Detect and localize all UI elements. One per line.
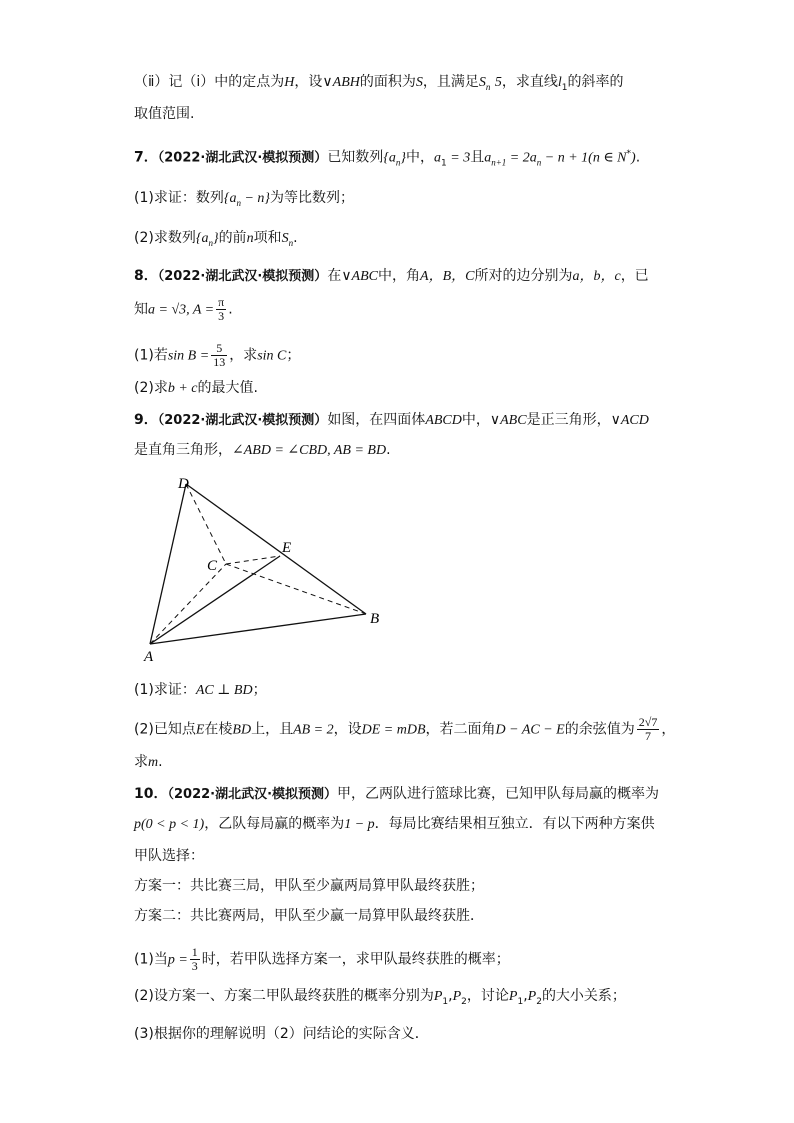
q8-text: ，求 — [229, 347, 258, 364]
q7-seq-close: } — [400, 150, 407, 166]
q8-frac-num: 5 — [211, 342, 227, 356]
q8-text: ； — [286, 347, 301, 364]
q7-n: n — [246, 231, 254, 246]
edge-AB — [150, 614, 366, 644]
q10-text: (2)设方案一、方案二甲队最终获胜的概率分别为 — [134, 988, 434, 1004]
q9-part1 — [134, 680, 267, 701]
edge-DC — [186, 484, 226, 564]
q9-part2-cont — [134, 752, 163, 773]
q10-text: 甲，乙两队进行篮球比赛，已知甲队每局赢的概率为 — [337, 786, 660, 802]
q10-source: （2022·湖北武汉·模拟预测） — [167, 787, 338, 802]
q8-text: 的最大值. — [197, 380, 258, 396]
q10-text: ．每局比赛结果相互独立．有以下两种方案供 — [374, 816, 655, 832]
q8-part2 — [134, 378, 258, 399]
q10-p-range: p(0 < p < 1) — [134, 817, 205, 832]
q7-part2 — [134, 228, 298, 253]
q8-sinB: sin B = — [167, 348, 210, 364]
q9-BD: BD — [232, 722, 252, 738]
q7-text: . — [635, 149, 641, 166]
q10-part1 — [134, 946, 510, 973]
q9-text: 是直角三角形， — [134, 442, 232, 458]
q9-triangle-abc: ∨ABC — [489, 413, 527, 428]
tetrahedron-figure — [134, 470, 394, 665]
q8-pi-over-3 — [216, 296, 226, 323]
q7-a1-sub: 1 — [441, 158, 447, 169]
q9-AB: AB = 2 — [293, 722, 334, 738]
q6-part2-line2 — [134, 104, 194, 124]
q10-text: ，讨论 — [466, 988, 509, 1004]
q10-text: (3)根据你的理解说明（2）问结论的实际含义． — [134, 1026, 429, 1042]
q6-text: ，求直线 — [501, 74, 558, 90]
q9-text: 在棱 — [204, 721, 233, 738]
q9-cos-value — [637, 716, 660, 743]
q8-text: (2)求 — [134, 380, 168, 396]
q9-ac-perp-bd: AC ⊥ BD — [195, 683, 253, 698]
q10-stem — [134, 784, 659, 805]
q8-part1 — [134, 342, 300, 369]
q9-text: . — [386, 442, 391, 458]
q10-frac-1-3 — [190, 946, 200, 973]
q7-cond: (n ∈ N — [588, 150, 627, 166]
q7-seq: {a — [383, 150, 396, 166]
q10-P: P — [452, 989, 462, 1004]
q7-S-sub: n — [288, 237, 294, 248]
q9-text: (2)已知点 — [134, 721, 196, 738]
q7-number: 7． — [134, 149, 158, 166]
q9-dihedral: D − AC − E — [495, 722, 565, 738]
q8-text: ，已 — [620, 268, 649, 284]
q6-text: 的面积为 — [359, 74, 416, 90]
q10-text: 的大小关系； — [541, 988, 626, 1004]
q10-text: 方案一：共比赛三局，甲队至少赢两局算甲队最终获胜； — [134, 878, 484, 894]
q8-frac-5-13 — [211, 342, 227, 369]
q6-text: 的斜率的 — [567, 74, 624, 90]
q8-text: (1)若 — [134, 347, 168, 364]
q7-S: S — [281, 231, 289, 246]
q7-cond-close: ) — [631, 150, 636, 166]
q8-text: . — [228, 301, 233, 318]
q8-given: a = √3, A = — [148, 302, 215, 318]
q7-p2-seq-close: } — [212, 231, 219, 246]
q7-text: . — [293, 230, 298, 246]
q10-P1-sub: 1 — [442, 996, 449, 1007]
q7-rec-rhs: = 2a — [506, 150, 537, 166]
q8-text: 中，角 — [378, 268, 421, 284]
q7-rec-tail: − n + 1 — [541, 150, 589, 166]
q10-P1-sub: 1 — [517, 996, 524, 1007]
q7-rec-rhs-sub: n — [536, 157, 542, 168]
q8-stem — [134, 266, 649, 287]
q6-triangle: ∨ABH — [322, 75, 360, 90]
q8-three: 3 — [218, 309, 225, 323]
q7-cond-sup: * — [626, 149, 632, 159]
q8-text: 所对的边分别为 — [474, 268, 573, 284]
edge-AC — [150, 564, 226, 644]
q7-text: (2)求数列 — [134, 230, 196, 246]
q7-seq-sub: n — [395, 157, 401, 168]
q8-sides: a，b，c — [572, 269, 621, 284]
q7-p2-seq-sub: n — [208, 237, 213, 248]
q7-a1: a — [434, 150, 442, 166]
q10-text: (1)当 — [134, 951, 168, 968]
q8-angles: A，B，C — [420, 269, 475, 284]
q9-text: ； — [252, 682, 267, 698]
q9-source: （2022·湖北武汉·模拟预测） — [157, 413, 328, 428]
q9-number: 9． — [134, 412, 158, 428]
q9-text: 中， — [461, 412, 490, 428]
q9-stem — [134, 410, 649, 431]
q10-P: P — [508, 989, 518, 1004]
edge-CB — [226, 564, 366, 614]
q9-frac-den: 7 — [645, 729, 652, 743]
q7-p1-seq-sub: n — [236, 197, 241, 208]
q7-text: 为等比数列； — [270, 190, 354, 206]
q6-text: ，且满足 — [422, 74, 479, 90]
q8-b-plus-c: b + c — [167, 381, 198, 396]
q10-stem-cont2 — [134, 846, 204, 866]
q10-frac-den: 3 — [191, 959, 198, 973]
q10-text: 方案二：共比赛两局，甲队至少赢一局算甲队最终获胜． — [134, 908, 484, 924]
q9-text: . — [158, 754, 163, 770]
q7-part1 — [134, 188, 354, 213]
q9-E: E — [195, 722, 205, 738]
q9-text: 的余弦值为 — [564, 721, 635, 738]
q9-tetrahedron: ABCD — [425, 413, 462, 428]
q10-stem-cont — [134, 814, 655, 835]
q6-text: （ⅱ）记（ⅰ）中的定点为 — [134, 74, 285, 90]
q10-plan1 — [134, 876, 484, 896]
q10-part2 — [134, 986, 626, 1012]
q8-pi: π — [218, 295, 225, 309]
edge-DA — [150, 484, 186, 644]
q7-source: （2022·湖北武汉·模拟预测） — [157, 150, 328, 166]
label-B: B — [370, 611, 380, 627]
q6-cond-num: 5 — [494, 75, 502, 90]
q6-cond-sub: n — [485, 81, 491, 92]
q7-stem — [134, 144, 640, 173]
q8-triangle: ∨ABC — [341, 269, 379, 284]
label-E: E — [282, 540, 292, 556]
q9-text: ，若二面角 — [425, 721, 496, 738]
q10-text: ，乙队每局赢的概率为 — [204, 816, 345, 832]
q10-P: P — [433, 989, 443, 1004]
q6-text: 取值范围. — [134, 106, 195, 122]
q10-P: P — [527, 989, 537, 1004]
q10-text: 甲队选择： — [134, 848, 204, 864]
label-D: D — [178, 476, 189, 492]
q10-frac-num: 1 — [191, 945, 198, 959]
edge-CE — [226, 556, 280, 564]
q7-p2-seq: {a — [195, 231, 209, 246]
q9-m: m — [148, 755, 159, 770]
q10-part3 — [134, 1024, 429, 1044]
q10-one-minus-p: 1 − p — [344, 817, 375, 832]
q8-source: （2022·湖北武汉·模拟预测） — [157, 269, 328, 284]
q8-frac-den: 13 — [213, 355, 226, 369]
q10-text: 时，若甲队选择方案一，求甲队最终获胜的概率； — [201, 951, 510, 968]
q9-text: 上，且 — [251, 721, 294, 738]
q6-cond: S — [478, 75, 486, 90]
q8-sinC: sin C — [257, 348, 287, 364]
q10-number: 10． — [134, 786, 168, 802]
q9-text: 求 — [134, 754, 148, 770]
q9-part2 — [134, 716, 675, 743]
q9-triangle-acd: ∨ACD — [610, 413, 649, 428]
q9-frac-num: 2√7 — [638, 715, 658, 729]
q10-text: , — [523, 988, 528, 1004]
q7-text: 项和 — [253, 230, 282, 246]
q9-vector-eq: DE = mDB — [361, 722, 426, 738]
q9-text: 是正三角形， — [526, 412, 611, 428]
q6-part2-line1 — [134, 72, 623, 98]
q10-plan2 — [134, 906, 484, 926]
q10-text: , — [448, 988, 453, 1004]
q7-rec-sub: n+1 — [491, 157, 507, 168]
q9-text: (1)求证： — [134, 682, 196, 698]
q10-p: p = — [167, 952, 188, 968]
q6-line-sub: 1 — [561, 82, 568, 93]
label-A: A — [144, 649, 154, 665]
q7-p1-seq-tail: − n} — [240, 191, 270, 206]
q8-number: 8． — [134, 268, 158, 284]
q10-P2-sub: 2 — [461, 996, 467, 1007]
q7-text: 的前 — [218, 230, 247, 246]
q9-text: ，设 — [333, 721, 362, 738]
q10-P2-sub: 2 — [536, 996, 542, 1007]
label-C: C — [207, 558, 218, 574]
q7-text: 中， — [406, 149, 435, 166]
q8-stem-cont — [134, 296, 233, 323]
q6-S: S — [415, 75, 423, 90]
q9-stem-cont — [134, 440, 391, 461]
q7-a1-val: = 3 — [446, 150, 471, 166]
q9-text: ， — [661, 721, 676, 738]
q6-line-name: l — [557, 75, 562, 90]
q7-rec: a — [484, 150, 492, 166]
q6-H: H — [284, 75, 295, 90]
q9-cond: ∠ABD = ∠CBD, AB = BD — [232, 443, 387, 458]
q7-text: 且 — [470, 149, 485, 166]
q8-text: 在 — [327, 268, 342, 284]
edge-DB — [186, 484, 366, 614]
q7-text: 已知数列 — [327, 149, 384, 166]
q7-text: (1)求证：数列 — [134, 190, 224, 206]
q9-text: 如图，在四面体 — [327, 412, 426, 428]
q8-text: 知 — [134, 301, 148, 318]
q7-p1-seq: {a — [223, 191, 237, 206]
q6-text: ，设 — [294, 74, 323, 90]
